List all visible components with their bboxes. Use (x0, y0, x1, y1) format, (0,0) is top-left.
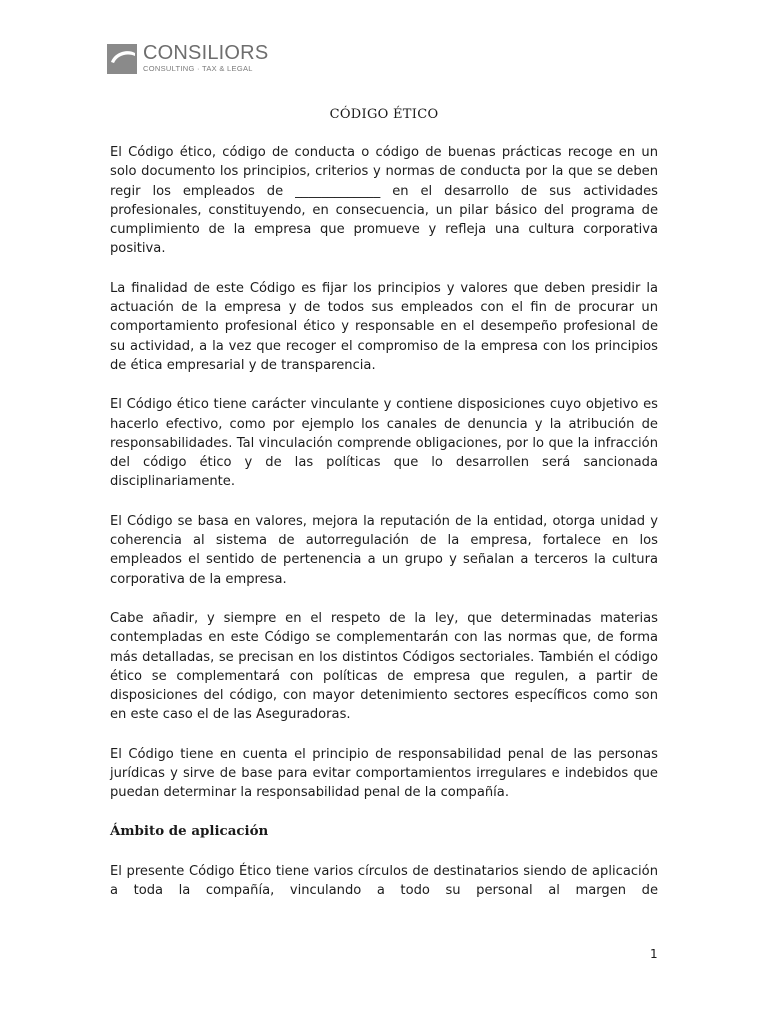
document-title: CÓDIGO ÉTICO (329, 107, 439, 122)
logo-tagline: CONSULTING · TAX & LEGAL (143, 64, 253, 73)
section-paragraph: El presente Código Ético tiene varios círculos de destinatarios siendo de aplicación a toda la compañía, vinculando a todo su personal al margen de (110, 863, 658, 898)
section-heading: Ámbito de aplicación (110, 822, 269, 839)
paragraph-2: La finalidad de este Código es fijar los principios y valores que deben presidir la actuación de la empresa y de todos sus empleados con el fin de procurar un comportamiento profesional ético y responsable en el desempeño profesional de su actividad, a la vez que recoger el compromiso de la empresa con los principios de ética empresarial y de transparencia. (110, 280, 658, 373)
logo-text (143, 43, 268, 74)
page-number: 1 (650, 947, 658, 961)
logo-name: CONSILIORS (143, 42, 269, 64)
paragraph-1: El Código ético, código de conducta o código de buenas prácticas recoge en un solo documento los principios, criterios y normas de conducta por la que se deben regir los empleados de _____________ en el desarrollo de sus actividades profesionales, constituyendo, en consecuencia, un pilar básico del programa de cumplimiento de la empresa que promueve y refleja una cultura corporativa positiva. (110, 145, 658, 257)
paragraph-3: El Código ético tiene carácter vinculante y contiene disposiciones cuyo objetivo es hacerlo efectivo, como por ejemplo los canales de denuncia y la atribución de responsabilidades. Tal vinculación comprende obligaciones, por lo que la infracción del código ético y de las políticas que lo desarrollen será sancionada disciplinariamente. (110, 397, 658, 490)
consiliors-logo-icon (107, 44, 137, 74)
company-logo (107, 43, 268, 74)
paragraph-6: El Código tiene en cuenta el principio de responsabilidad penal de las personas jurídicas y sirve de base para evitar comportamientos irregulares e indebidos que puedan determinar la responsabilidad penal de la compañía. (110, 746, 658, 801)
paragraph-4: El Código se basa en valores, mejora la reputación de la entidad, otorga unidad y coherencia al sistema de autorregulación de la empresa, fortalece en los empleados el sentido de pertenencia a un grupo y señalan a terceros la cultura corporativa de la empresa. (110, 513, 658, 587)
paragraph-5: Cabe añadir, y siempre en el respeto de la ley, que determinadas materias contempladas en este Código se complementarán con las normas que, de forma más detalladas, se precisan en los distintos Códigos sectoriales. También el código ético se complementará con políticas de empresa que regulen, a partir de disposiciones del código, con mayor detenimiento sectores específicos como son en este caso el de las Aseguradoras. (110, 610, 658, 723)
document-body (110, 143, 658, 920)
